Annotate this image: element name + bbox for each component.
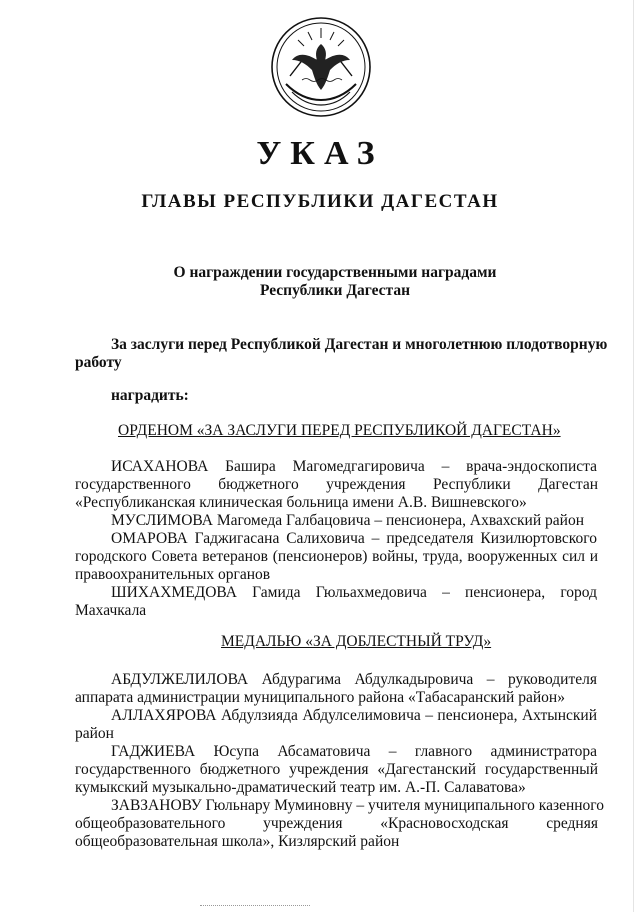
coat-of-arms-emblem (268, 14, 374, 118)
award-entry-line: общеобразовательного учреждения «Красновосходская средняя (75, 815, 598, 832)
award-entry-line: МУСЛИМОВА Магомеда Галбацовича – пенсионера, Ахвахский район (111, 512, 584, 529)
award-entry-line: ШИХАХМЕДОВА Гамида Гюльахмедовича – пенсионера, город (111, 584, 597, 601)
award-entry-line: ГАДЖИЕВА Юсупа Абсаматовича – главного администратора (111, 743, 597, 760)
subject-line: Республики Дагестан (259, 282, 411, 299)
award-entry-line: «Республиканская клиническая больница имени А.В. Вишневского» (75, 494, 527, 511)
preamble-line: За заслуги перед Республикой Дагестан и многолетнюю плодотворную (111, 336, 608, 353)
award-entry-line: ОМАРОВА Гаджигасана Салиховича – председателя Кизилюртовского (111, 530, 597, 547)
award-entry-line: ИСАХАНОВА Башира Магомедгагировича – врача-эндоскописта (111, 458, 597, 475)
award-entry-line: аппарата администрации муниципального района «Табасаранский район» (75, 689, 565, 706)
subject-line: О награждении государственными наградами (173, 264, 497, 281)
scan-mark (200, 905, 310, 907)
award-entry-line: общеобразовательная школа», Кизлярский район (75, 833, 400, 850)
award-entry-line: Махачкала (75, 602, 147, 619)
section-heading-medal: МЕДАЛЬЮ «ЗА ДОБЛЕСТНЫЙ ТРУД» (221, 633, 492, 650)
award-entry-line: правоохранительных органов (75, 566, 271, 583)
award-entry-line: АБДУЛЖЕЛИЛОВА Абдурагима Абдулкадыровича – руководителя (111, 671, 597, 688)
award-entry-line: государственного бюджетного учреждения «Дагестанский государственный (75, 761, 598, 778)
document-title: УКАЗ (256, 135, 384, 172)
award-entry-line: кумыкский музыкально-драматический театр им. А.-П. Салаватова» (75, 779, 526, 796)
award-entry-line: АЛЛАХЯРОВА Абдулзияда Абдулселимовича – пенсионера, Ахтынский (111, 707, 597, 724)
scan-page-edge (633, 0, 634, 912)
preamble-line: работу (75, 354, 122, 371)
award-entry-line: государственного бюджетного учреждения Республики Дагестан (75, 476, 598, 493)
decree-word: наградить: (111, 387, 189, 404)
document-subject (0, 264, 640, 300)
award-entry-line: ЗАВЗАНОВУ Гюльнару Муминовну – учителя муниципального казенного (111, 797, 605, 814)
award-entry-line: городского Совета ветеранов (пенсионеров) войны, труда, вооруженных сил и (75, 548, 598, 565)
award-entry-line: район (75, 725, 114, 742)
document-issuer: ГЛАВЫ РЕСПУБЛИКИ ДАГЕСТАН (141, 191, 499, 212)
section-heading-order: ОРДЕНОМ «ЗА ЗАСЛУГИ ПЕРЕД РЕСПУБЛИКОЙ ДАГЕСТАН» (118, 422, 561, 439)
